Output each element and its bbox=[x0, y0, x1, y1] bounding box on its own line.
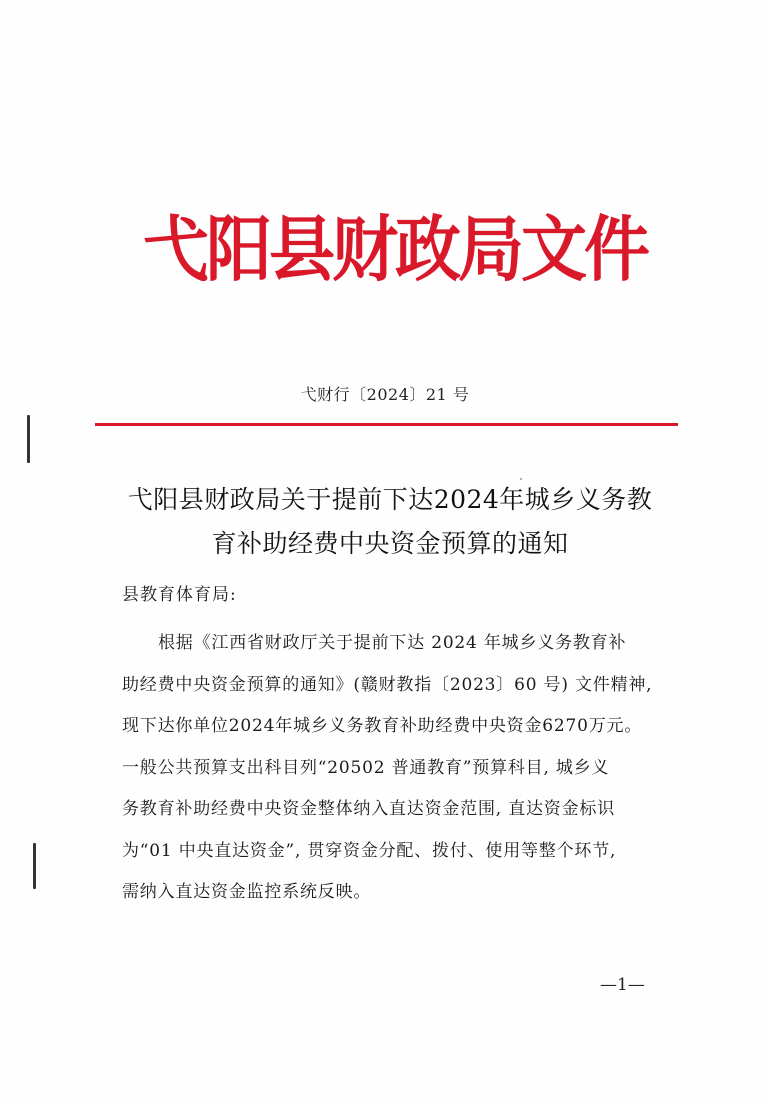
body-paragraph bbox=[122, 623, 692, 914]
document-number: 弋财行〔2024〕21 号 bbox=[300, 385, 470, 404]
binding-mark-bottom bbox=[33, 843, 36, 889]
body-line-4: 一般公共预算支出科目列“20502 普通教育”预算科目, 城乡义 bbox=[122, 757, 610, 778]
body-line-5: 务教育补助经费中央资金整体纳入直达资金范围, 直达资金标识 bbox=[122, 799, 616, 819]
title-line-1: 弋阳县财政局关于提前下达2024年城乡义务教 bbox=[127, 485, 653, 514]
body-line-3: 现下达你单位2024年城乡义务教育补助经费中央资金6270万元。 bbox=[122, 716, 643, 736]
document-title bbox=[80, 478, 700, 566]
body-line-1: 根据《江西省财政厅关于提前下达 2024 年城乡义务教育补 bbox=[158, 633, 627, 653]
body-line-2: 助经费中央资金预算的通知》(赣财教指〔2023〕60 号) 文件精神, bbox=[122, 674, 653, 695]
title-line-2: 育补助经费中央资金预算的通知 bbox=[211, 529, 569, 558]
body-line-7: 需纳入直达资金监控系统反映。 bbox=[122, 882, 372, 902]
page-number: —1— bbox=[600, 975, 645, 995]
red-divider-line bbox=[95, 423, 678, 426]
addressee: 县教育体育局: bbox=[122, 585, 237, 605]
body-line-6: 为“01 中央直达资金”, 贯穿资金分配、拨付、使用等整个环节, bbox=[122, 840, 617, 861]
issuer-header: 弋阳县财政局文件 bbox=[143, 207, 647, 292]
binding-mark-top bbox=[27, 415, 30, 463]
